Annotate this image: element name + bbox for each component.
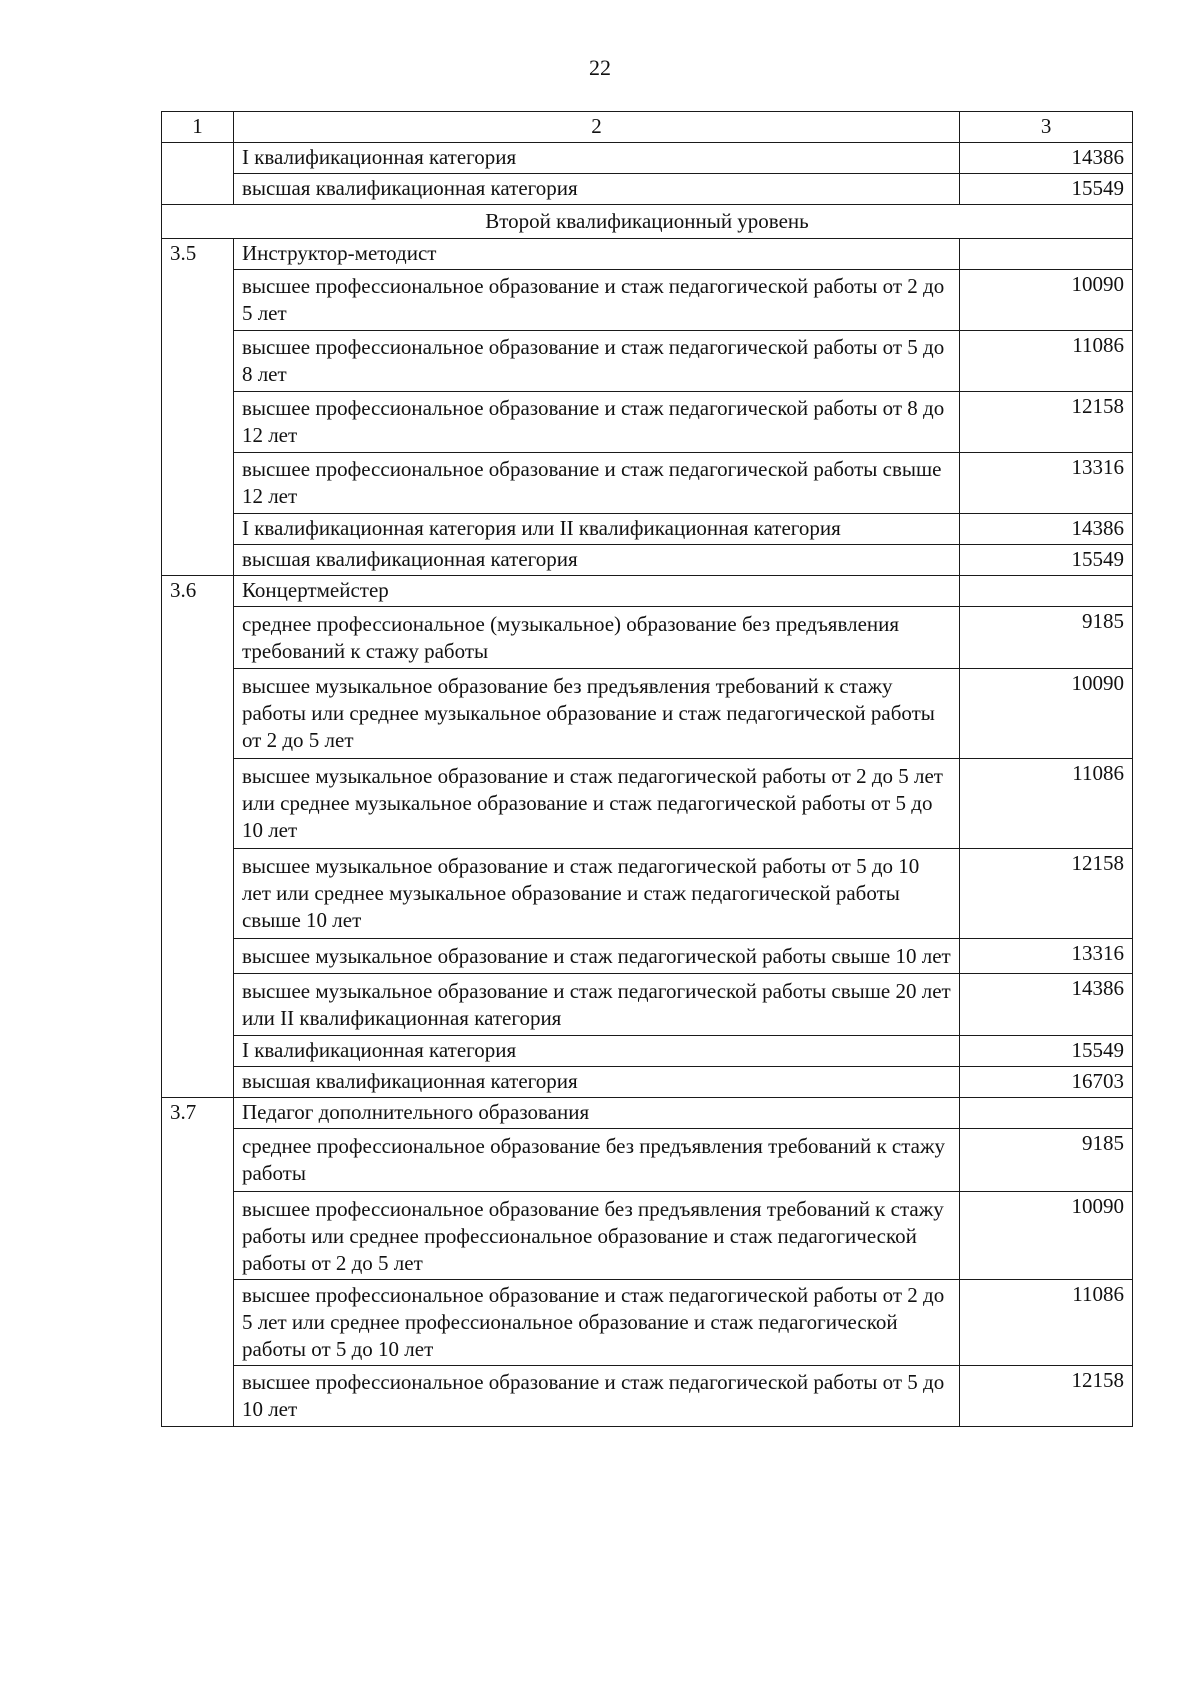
table-row [162,392,1133,453]
table-row [162,514,1133,545]
header-col-1: 1 [162,112,234,143]
row-value: 12158 [960,1366,1133,1427]
row-description: I квалификационная категория или II квалификационная категория [233,514,959,545]
table-row [162,331,1133,392]
row-value: 10090 [960,270,1133,331]
header-col-2: 2 [233,112,959,143]
row-description: высшее профессиональное образование и стаж педагогической работы от 5 до 10 лет [233,1366,959,1427]
row-description: I квалификационная категория [233,143,959,174]
section-title: Педагог дополнительного образования [233,1098,959,1129]
row-description: высшее профессиональное образование и стаж педагогической работы от 2 до 5 лет или среднее профессиональное образование и стаж педагогической работы от 5 до 10 лет [233,1280,959,1366]
row-value: 14386 [960,143,1133,174]
row-description: высшая квалификационная категория [233,174,959,205]
row-value: 15549 [960,174,1133,205]
row-value: 15549 [960,545,1133,576]
row-value: 10090 [960,669,1133,759]
table-row [162,759,1133,849]
row-description: I квалификационная категория [233,1036,959,1067]
row-value: 11086 [960,1280,1133,1366]
empty-value-cell [960,576,1133,607]
section-title: Концертмейстер [233,576,959,607]
row-description: высшее профессиональное образование без предъявления требований к стажу работы или среднее профессиональное образование и стаж педагогической работы от 2 до 5 лет [233,1192,959,1280]
table-row [162,545,1133,576]
page-number: 22 [589,55,611,80]
table-row [162,669,1133,759]
table-row [162,1366,1133,1427]
row-description: высшая квалификационная категория [233,1067,959,1098]
row-value: 14386 [960,974,1133,1036]
row-description: высшее профессиональное образование и стаж педагогической работы свыше 12 лет [233,453,959,514]
row-value: 9185 [960,607,1133,669]
row-value: 12158 [960,392,1133,453]
section-code: 3.7 [162,1098,234,1427]
row-description: высшее музыкальное образование и стаж педагогической работы от 2 до 5 лет или среднее музыкальное образование и стаж педагогической работы от 5 до 10 лет [233,759,959,849]
row-description: высшее музыкальное образование и стаж педагогической работы свыше 20 лет или II квалификационная категория [233,974,959,1036]
section-title-row [162,1098,1133,1129]
row-value: 16703 [960,1067,1133,1098]
empty-value-cell [960,239,1133,270]
table-row [162,453,1133,514]
table-row [162,270,1133,331]
row-description: высшее музыкальное образование и стаж педагогической работы от 5 до 10 лет или среднее музыкальное образование и стаж педагогической работы свыше 10 лет [233,849,959,939]
table-row [162,607,1133,669]
table-row [162,939,1133,974]
salary-table [161,111,1133,1427]
table-row [162,1067,1133,1098]
header-col-3: 3 [960,112,1133,143]
table-row [162,974,1133,1036]
row-value: 11086 [960,331,1133,392]
row-value: 15549 [960,1036,1133,1067]
row-value: 10090 [960,1192,1133,1280]
table-row [162,174,1133,205]
section-title: Инструктор-методист [233,239,959,270]
table-row [162,1192,1133,1280]
level-heading: Второй квалификационный уровень [162,205,1133,239]
row-value: 12158 [960,849,1133,939]
table-row [162,1129,1133,1192]
row-value: 9185 [960,1129,1133,1192]
level-heading-row [162,205,1133,239]
section-title-row [162,576,1133,607]
section-code: 3.6 [162,576,234,1098]
table-row [162,1280,1133,1366]
row-description: среднее профессиональное образование без предъявления требований к стажу работы [233,1129,959,1192]
row-description: высшее музыкальное образование без предъявления требований к стажу работы или среднее музыкальное образование и стаж педагогической работы от 2 до 5 лет [233,669,959,759]
row-description: высшее профессиональное образование и стаж педагогической работы от 8 до 12 лет [233,392,959,453]
table-header-row [162,112,1133,143]
row-description: высшая квалификационная категория [233,545,959,576]
table-row [162,1036,1133,1067]
empty-value-cell [960,1098,1133,1129]
row-description: высшее профессиональное образование и стаж педагогической работы от 2 до 5 лет [233,270,959,331]
row-value: 13316 [960,453,1133,514]
row-value: 11086 [960,759,1133,849]
row-value: 13316 [960,939,1133,974]
empty-code-cell [162,143,234,205]
table-row [162,849,1133,939]
section-code: 3.5 [162,239,234,576]
row-description: высшее профессиональное образование и стаж педагогической работы от 5 до 8 лет [233,331,959,392]
table-row [162,143,1133,174]
row-description: высшее музыкальное образование и стаж педагогической работы свыше 10 лет [233,939,959,974]
row-value: 14386 [960,514,1133,545]
row-description: среднее профессиональное (музыкальное) образование без предъявления требований к стажу работы [233,607,959,669]
section-title-row [162,239,1133,270]
